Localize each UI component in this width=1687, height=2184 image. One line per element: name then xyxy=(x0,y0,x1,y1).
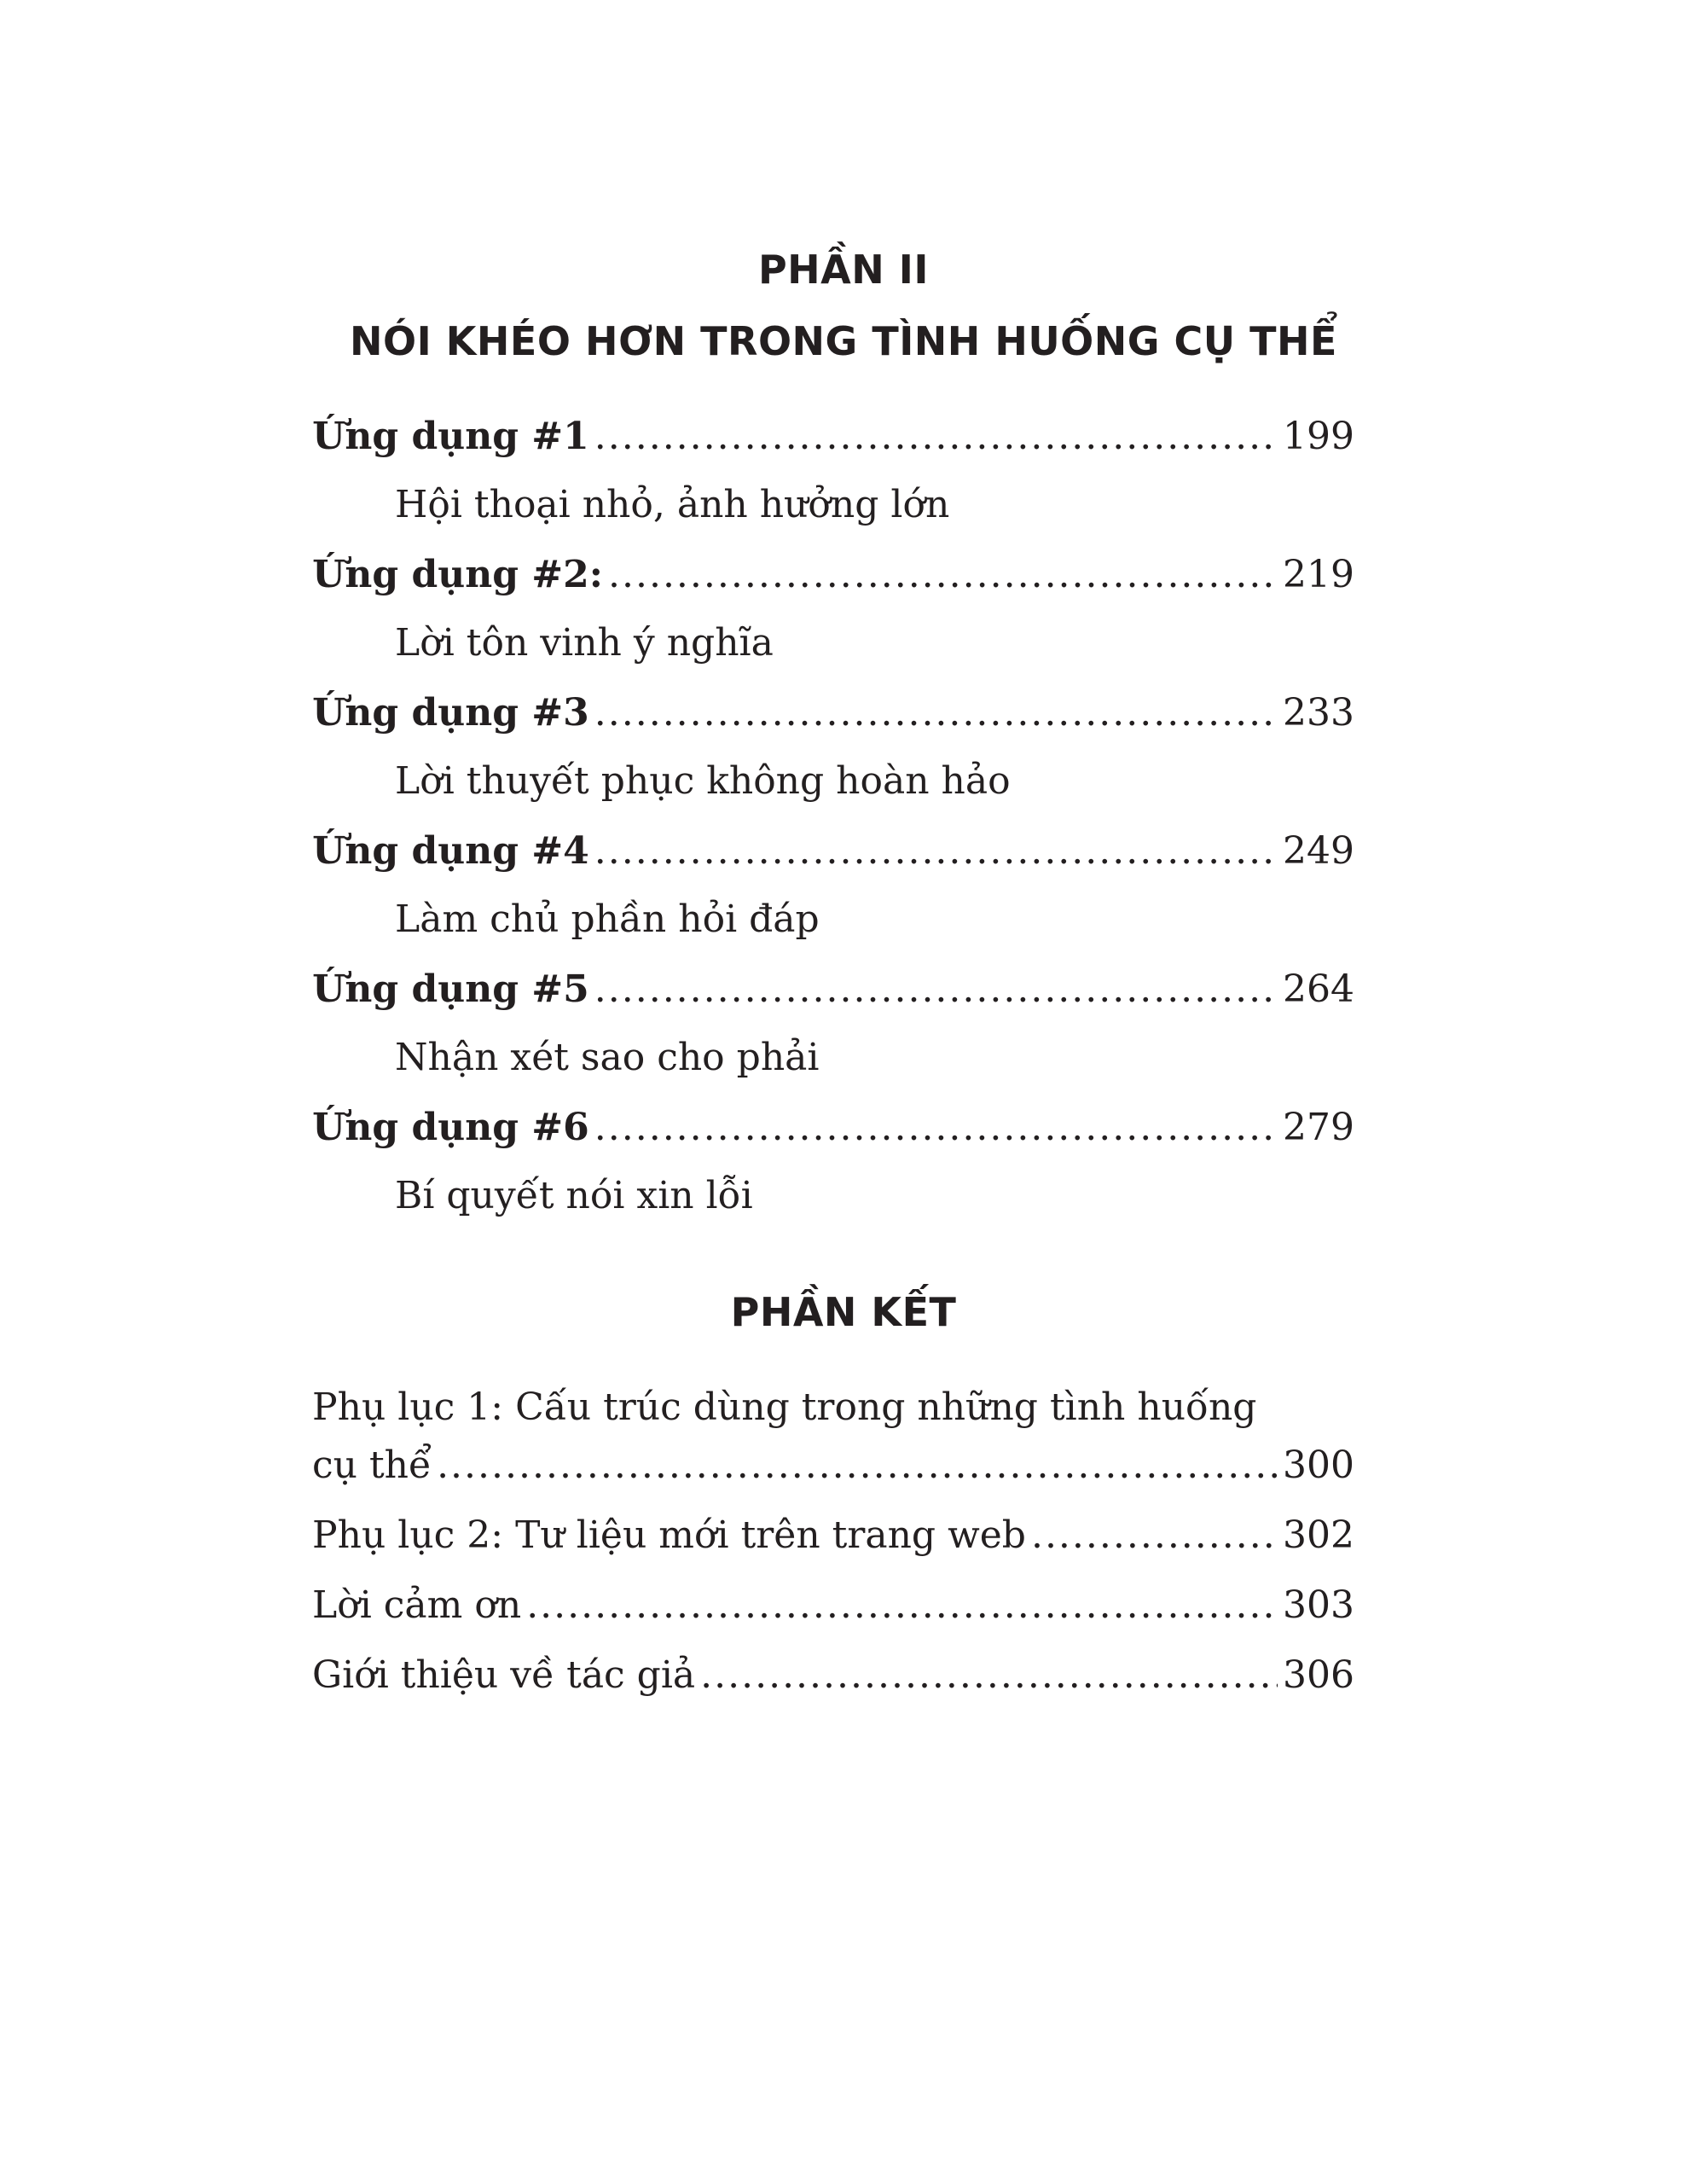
appendix1-line1: Phụ lục 1: Cấu trúc dùng trong những tình huống xyxy=(312,1385,1257,1429)
entry-label: Ứng dụng #5 xyxy=(312,967,589,1011)
conclusion-title: PHẦN KẾT xyxy=(730,1289,957,1335)
entry-label: Ứng dụng #1 xyxy=(312,415,589,458)
entry-label: Ứng dụng #3 xyxy=(312,691,589,735)
toc-entry-acknowledgements[interactable] xyxy=(312,1578,1354,1633)
entry-label: Ứng dụng #4 xyxy=(312,829,589,873)
entry-label: cụ thể xyxy=(312,1443,432,1487)
toc-entry-app1[interactable] xyxy=(312,410,1354,464)
toc-entry-app6[interactable] xyxy=(312,1101,1354,1155)
page-number: 264 xyxy=(1283,967,1354,1011)
entry-subtitle: Làm chủ phần hỏi đáp xyxy=(395,897,820,941)
toc-entry-appendix1[interactable] xyxy=(312,1438,1354,1493)
page-number: 300 xyxy=(1283,1443,1354,1487)
entry-label: Giới thiệu về tác giả xyxy=(312,1653,696,1697)
dot-leader xyxy=(608,548,1278,602)
page-number: 199 xyxy=(1283,415,1354,458)
toc-entry-app5[interactable] xyxy=(312,962,1354,1017)
dot-leader xyxy=(700,1648,1278,1703)
entry-subtitle: Hội thoại nhỏ, ảnh hưởng lớn xyxy=(395,483,950,526)
page-number: 279 xyxy=(1283,1106,1354,1149)
entry-label: Ứng dụng #6 xyxy=(312,1106,589,1149)
toc-entry-appendix2[interactable] xyxy=(312,1508,1354,1563)
toc-entry-app3[interactable] xyxy=(312,686,1354,741)
page-number: 233 xyxy=(1283,691,1354,735)
entry-subtitle: Lời tôn vinh ý nghĩa xyxy=(395,621,774,665)
entry-label: Ứng dụng #2: xyxy=(312,553,603,596)
page-number: 219 xyxy=(1283,553,1354,596)
page-number: 303 xyxy=(1283,1583,1354,1627)
toc-entry-app4[interactable] xyxy=(312,824,1354,879)
toc-entry-about-author[interactable] xyxy=(312,1648,1354,1703)
dot-leader xyxy=(594,686,1278,741)
dot-leader xyxy=(594,824,1278,879)
dot-leader xyxy=(526,1578,1278,1633)
dot-leader xyxy=(1031,1508,1278,1563)
dot-leader xyxy=(594,962,1278,1017)
page-number: 306 xyxy=(1283,1653,1354,1697)
page-number: 302 xyxy=(1283,1513,1354,1557)
entry-subtitle: Lời thuyết phục không hoàn hảo xyxy=(395,759,1011,803)
dot-leader xyxy=(594,410,1278,464)
page-number: 249 xyxy=(1283,829,1354,873)
entry-label: Phụ lục 2: Tư liệu mới trên trang web xyxy=(312,1513,1026,1557)
dot-leader xyxy=(594,1101,1278,1155)
part2-label: PHẦN II xyxy=(757,247,930,293)
entry-subtitle: Nhận xét sao cho phải xyxy=(395,1036,820,1079)
dot-leader xyxy=(437,1438,1278,1493)
part2-title: NÓI KHÉO HƠN TRONG TÌNH HUỐNG CỤ THỂ xyxy=(350,318,1337,364)
entry-label: Lời cảm ơn xyxy=(312,1583,522,1627)
toc-entry-app2[interactable] xyxy=(312,548,1354,602)
entry-subtitle: Bí quyết nói xin lỗi xyxy=(395,1174,753,1217)
